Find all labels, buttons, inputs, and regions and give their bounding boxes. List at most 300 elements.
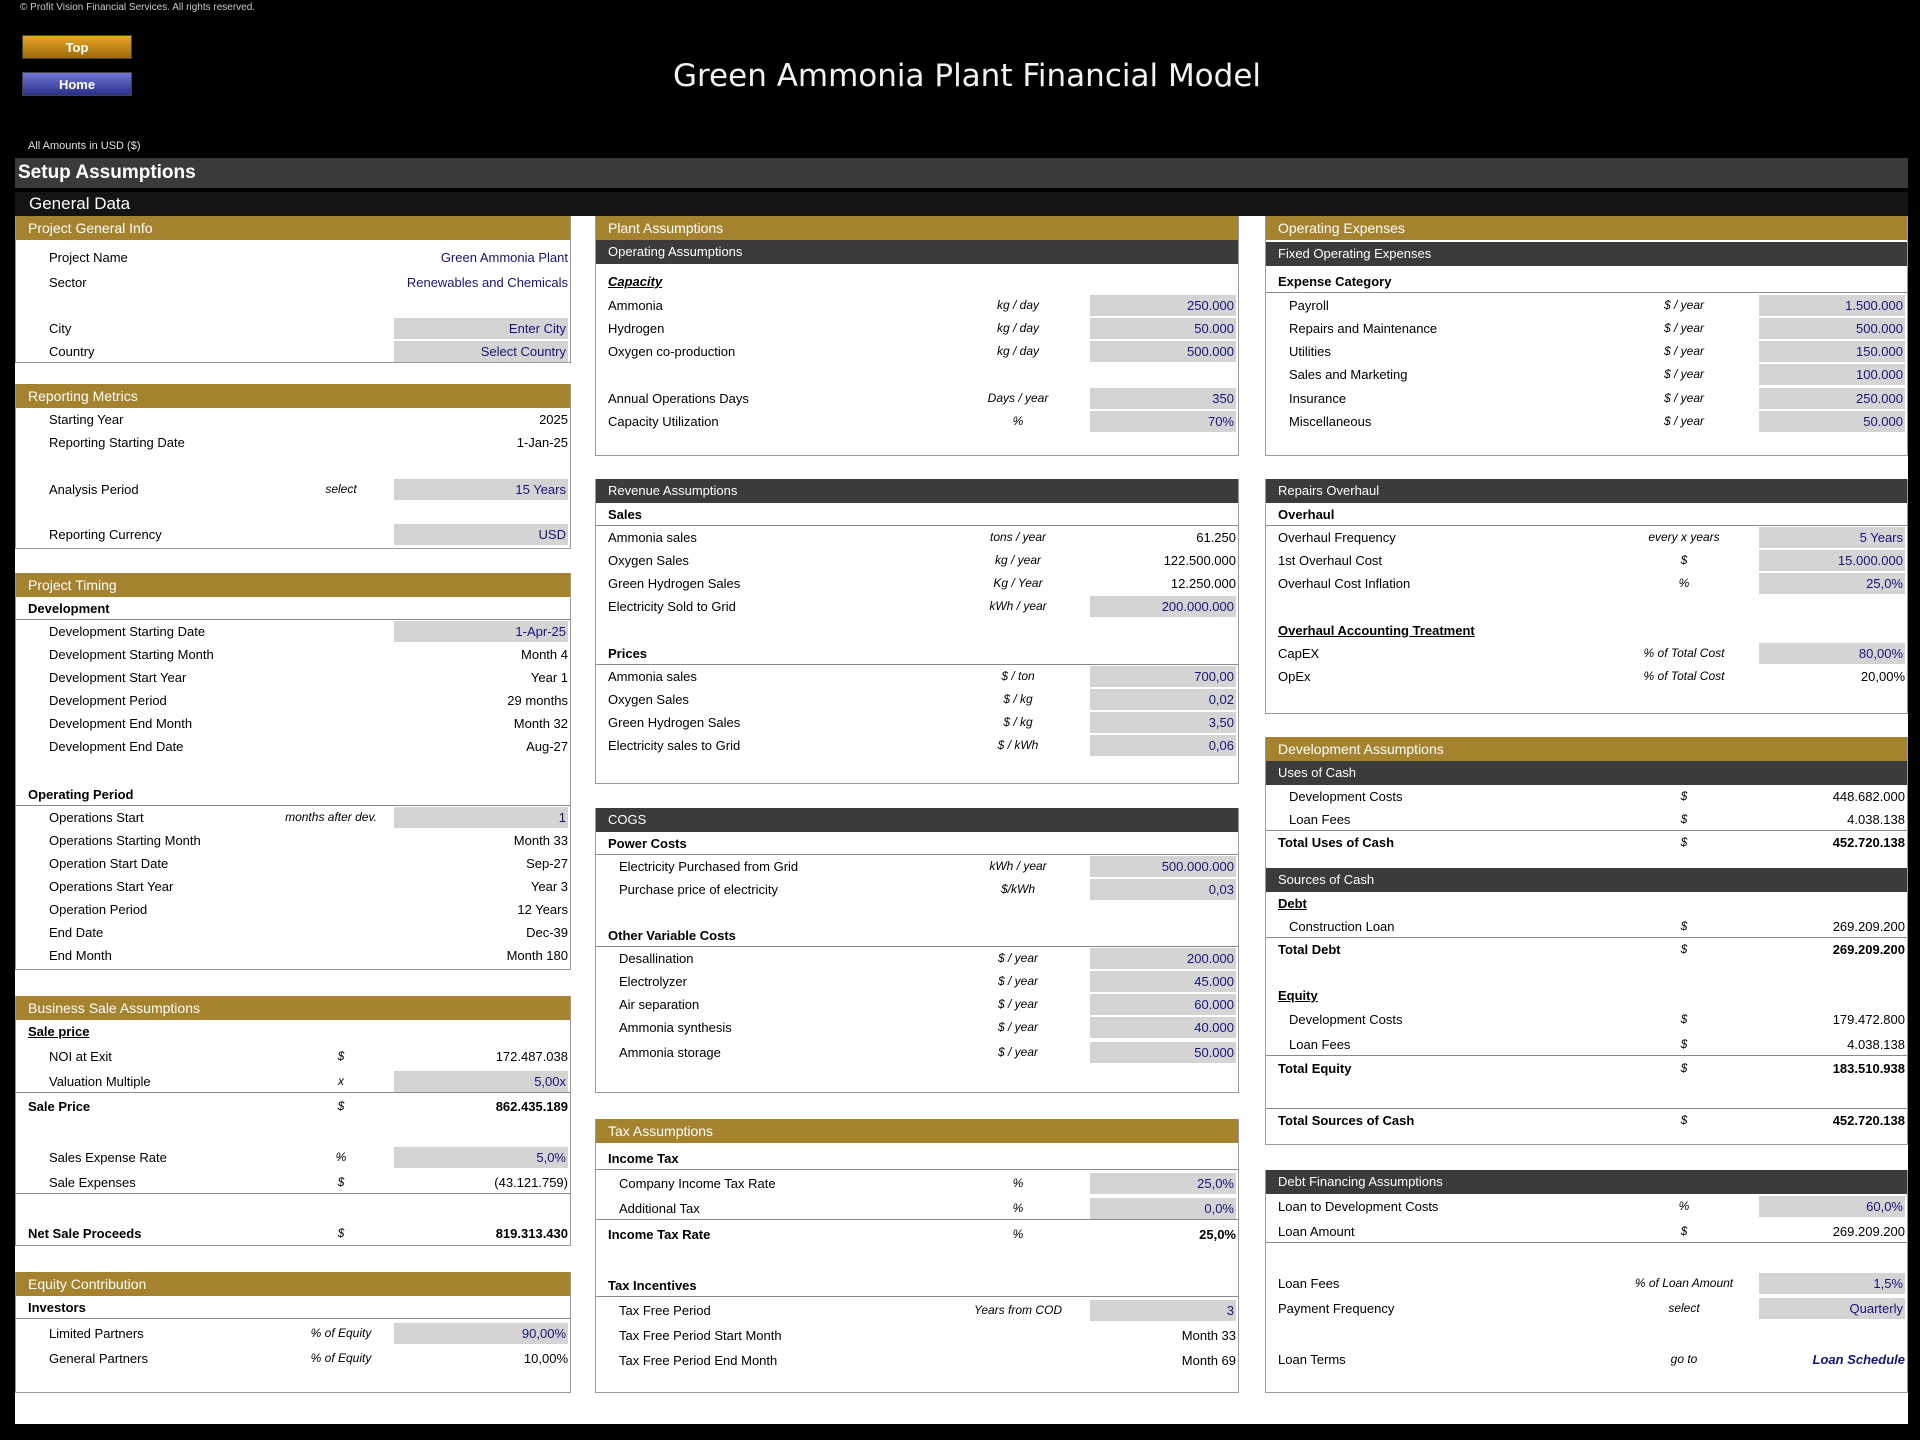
dev-period-value: 29 months: [507, 693, 568, 708]
limited-partners-label: Limited Partners: [49, 1326, 144, 1341]
revenue-assumptions-title: Revenue Assumptions: [596, 479, 1238, 503]
end-date-label: End Date: [49, 925, 104, 940]
utilities-label: Utilities: [1289, 344, 1331, 359]
overhaul-inflation-row: [1266, 572, 1907, 595]
operating-assumptions-header: Operating Assumptions: [596, 240, 1238, 264]
ammonia-sales-unit: tons / year: [989, 530, 1047, 544]
home-button[interactable]: Home: [22, 72, 132, 96]
ammonia-sales-label: Ammonia sales: [608, 530, 697, 545]
development-head-row: [16, 597, 570, 620]
uses-dev-costs-value: 448.682.000: [1832, 789, 1905, 804]
payroll-unit: $ / year: [1663, 298, 1705, 312]
hydrogen-sales-row: [596, 572, 1238, 595]
electricity-price-input[interactable]: 0,06: [1090, 735, 1236, 756]
construction-loan-value: 269.209.200: [1832, 919, 1905, 934]
uses-dev-costs-unit: $: [1680, 789, 1688, 803]
electricity-purchase-price-row: [596, 878, 1238, 901]
operations-days-input[interactable]: 350: [1090, 388, 1236, 409]
loan-to-dev-label: Loan to Development Costs: [1278, 1199, 1439, 1214]
air-separation-input[interactable]: 60.000: [1090, 994, 1236, 1015]
expense-category-head: Expense Category: [1278, 274, 1392, 289]
development-assumptions-title: Development Assumptions: [1266, 737, 1907, 761]
loan-fees-label: Loan Fees: [1278, 1276, 1340, 1291]
total-uses-unit: $: [1680, 835, 1688, 849]
dev-period-row: [16, 689, 570, 712]
overhaul-inflation-input[interactable]: 25,0%: [1759, 573, 1905, 594]
tax-free-period-label: Tax Free Period: [619, 1303, 711, 1318]
sale-price-head: Sale price: [28, 1024, 90, 1039]
income-tax-rate-value: 25,0%: [1199, 1227, 1236, 1242]
dev-start-date-label: Development Starting Date: [49, 624, 206, 639]
plant-assumptions-title: Plant Assumptions: [596, 216, 1238, 240]
loan-fees-unit: % of Loan Amount: [1634, 1276, 1734, 1290]
tax-incentives-head-row: [596, 1274, 1238, 1297]
total-debt-unit: $: [1680, 942, 1688, 956]
opex-value: 20,00%: [1860, 669, 1905, 684]
equity-dev-costs-unit: $: [1680, 1012, 1688, 1026]
reporting-metrics-panel: [15, 384, 571, 549]
oxygen-sales-unit: kg / year: [994, 553, 1042, 567]
overhaul-head-row: [1266, 503, 1907, 526]
ops-start-row: [16, 806, 570, 829]
opex-unit: % of Total Cost: [1643, 669, 1725, 683]
op-period-row: [16, 898, 570, 921]
ammonia-storage-row: [596, 1041, 1238, 1064]
total-equity-value: 183.510.938: [1832, 1061, 1905, 1076]
analysis-period-row: [16, 478, 570, 501]
sector-value[interactable]: Renewables and Chemicals: [406, 275, 568, 290]
hydrogen-price-label: Green Hydrogen Sales: [608, 715, 741, 730]
oxygen-capacity-label: Oxygen co-production: [608, 344, 736, 359]
total-debt-row: [1266, 938, 1907, 961]
electricity-purchase-price-unit: $/kWh: [1000, 882, 1036, 896]
copyright-notice: © Profit Vision Financial Services. All rights reserved.: [20, 2, 256, 13]
capex-row: [1266, 642, 1907, 665]
additional-tax-input[interactable]: 0,0%: [1090, 1198, 1236, 1219]
total-sources-row: [1266, 1108, 1907, 1131]
insurance-input[interactable]: 250.000: [1759, 388, 1905, 409]
valuation-multiple-unit: x: [338, 1074, 344, 1088]
air-separation-label: Air separation: [619, 997, 700, 1012]
electricity-price-row: [596, 734, 1238, 757]
ammonia-capacity-input[interactable]: 250.000: [1090, 295, 1236, 316]
uses-dev-costs-row: [1266, 785, 1907, 808]
additional-tax-label: Additional Tax: [619, 1201, 700, 1216]
uses-loan-fees-row: [1266, 808, 1907, 831]
sale-price-row: [16, 1095, 570, 1118]
oxygen-capacity-row: [596, 340, 1238, 363]
revenue-assumptions-panel: [595, 479, 1239, 784]
general-partners-row: [16, 1347, 570, 1370]
end-month-value: Month 180: [506, 948, 568, 963]
starting-year-row: [16, 408, 570, 431]
sale-price-value: 862.435.189: [495, 1099, 568, 1114]
equity-contribution-title: Equity Contribution: [16, 1272, 570, 1296]
dev-start-year-label: Development Start Year: [49, 670, 187, 685]
op-start-date-label: Operation Start Date: [49, 856, 169, 871]
dev-end-date-label: Development End Date: [49, 739, 184, 754]
electricity-price-label: Electricity sales to Grid: [608, 738, 741, 753]
capacity-utilization-input[interactable]: 70%: [1090, 411, 1236, 432]
dev-end-month-row: [16, 712, 570, 735]
limited-partners-input[interactable]: 90,00%: [394, 1323, 568, 1344]
operations-days-label: Annual Operations Days: [608, 391, 749, 406]
equity-head: Equity: [1278, 988, 1318, 1003]
total-uses-label: Total Uses of Cash: [1278, 835, 1395, 850]
tax-assumptions-title: Tax Assumptions: [596, 1119, 1238, 1143]
loan-amount-value: 269.209.200: [1832, 1224, 1905, 1239]
income-tax-rate-unit: %: [1012, 1227, 1024, 1241]
ammonia-sales-row: [596, 526, 1238, 549]
hydrogen-price-input[interactable]: 3,50: [1090, 712, 1236, 733]
additional-tax-unit: %: [1012, 1201, 1024, 1215]
ops-start-month-label: Operations Starting Month: [49, 833, 201, 848]
dev-start-month-row: [16, 643, 570, 666]
noi-row: [16, 1045, 570, 1068]
loan-terms-label: Loan Terms: [1278, 1352, 1346, 1367]
oxygen-price-label: Oxygen Sales: [608, 692, 689, 707]
total-debt-label: Total Debt: [1278, 942, 1341, 957]
capacity-utilization-unit: %: [1012, 414, 1024, 428]
equity-contribution-panel: [15, 1272, 571, 1393]
income-tax-rate-row: [596, 1223, 1238, 1246]
dev-end-date-row: [16, 735, 570, 758]
overhaul-cost-input[interactable]: 15.000.000: [1759, 550, 1905, 571]
cogs-title: COGS: [596, 808, 1238, 832]
debt-head: Debt: [1278, 896, 1307, 911]
loan-to-dev-input[interactable]: 60,0%: [1759, 1196, 1905, 1217]
fixed-operating-expenses-header: Fixed Operating Expenses: [1266, 242, 1907, 266]
cogs-panel: [595, 808, 1239, 1093]
tax-free-end-value: Month 69: [1181, 1353, 1236, 1368]
capacity-utilization-label: Capacity Utilization: [608, 414, 719, 429]
overhaul-frequency-input[interactable]: 5 Years: [1759, 527, 1905, 548]
payroll-label: Payroll: [1289, 298, 1329, 313]
equity-dev-costs-label: Development Costs: [1289, 1012, 1403, 1027]
oxygen-sales-value: 122.500.000: [1163, 553, 1236, 568]
analysis-period-unit: select: [325, 482, 357, 496]
equity-loan-fees-unit: $: [1680, 1037, 1688, 1051]
power-costs-head: Power Costs: [608, 836, 687, 851]
project-general-info-title: Project General Info: [16, 216, 570, 240]
page-title: Green Ammonia Plant Financial Model: [672, 58, 1262, 94]
oxygen-capacity-input[interactable]: 500.000: [1090, 341, 1236, 362]
equity-dev-costs-row: [1266, 1008, 1907, 1031]
debt-head-row: [1266, 892, 1907, 915]
country-row: [16, 340, 570, 363]
tax-free-start-value: Month 33: [1181, 1328, 1236, 1343]
electricity-sold-row: [596, 595, 1238, 618]
loan-to-dev-row: [1266, 1195, 1907, 1218]
sale-expenses-label: Sale Expenses: [49, 1175, 136, 1190]
noi-unit: $: [337, 1049, 345, 1063]
sector-label: Sector: [49, 275, 87, 290]
top-button[interactable]: Top: [22, 35, 132, 59]
ops-start-month-value: Month 33: [513, 833, 568, 848]
other-variable-costs-head: Other Variable Costs: [608, 928, 736, 943]
oxygen-price-input[interactable]: 0,02: [1090, 689, 1236, 710]
tax-free-start-row: [596, 1324, 1238, 1347]
dev-start-date-input[interactable]: 1-Apr-25: [394, 621, 568, 642]
development-assumptions-panel: [1265, 737, 1908, 1145]
dev-period-label: Development Period: [49, 693, 167, 708]
sales-marketing-row: [1266, 363, 1907, 386]
electricity-purchased-label: Electricity Purchased from Grid: [619, 859, 799, 874]
dev-start-month-label: Development Starting Month: [49, 647, 214, 662]
total-uses-value: 452.720.138: [1832, 835, 1905, 850]
ammonia-capacity-row: [596, 294, 1238, 317]
repairs-maintenance-row: [1266, 317, 1907, 340]
tax-free-period-input[interactable]: 3: [1090, 1300, 1236, 1321]
hydrogen-capacity-row: [596, 317, 1238, 340]
company-tax-rate-input[interactable]: 25,0%: [1090, 1173, 1236, 1194]
hydrogen-price-unit: $ / kg: [1003, 715, 1033, 729]
sales-marketing-label: Sales and Marketing: [1289, 367, 1408, 382]
ops-start-unit: months after dev.: [285, 810, 377, 824]
sales-marketing-unit: $ / year: [1663, 367, 1705, 381]
ops-start-label: Operations Start: [49, 810, 144, 825]
total-equity-label: Total Equity: [1278, 1061, 1352, 1076]
dev-end-month-label: Development End Month: [49, 716, 193, 731]
starting-year-value: 2025: [539, 412, 568, 427]
ops-start-month-row: [16, 829, 570, 852]
ammonia-storage-unit: $ / year: [997, 1045, 1039, 1059]
reporting-currency-select[interactable]: USD: [394, 524, 568, 545]
electrolyzer-label: Electrolyzer: [619, 974, 687, 989]
operating-expenses-title: Operating Expenses: [1266, 216, 1907, 240]
sector-row: [16, 271, 570, 294]
payment-frequency-unit: select: [1668, 1301, 1700, 1315]
total-sources-value: 452.720.138: [1832, 1113, 1905, 1128]
miscellaneous-input[interactable]: 50.000: [1759, 411, 1905, 432]
electricity-purchase-price-input[interactable]: 0,03: [1090, 879, 1236, 900]
repairs-maintenance-input[interactable]: 500.000: [1759, 318, 1905, 339]
prices-head-row: [596, 642, 1238, 665]
loan-to-dev-unit: %: [1678, 1199, 1690, 1213]
hydrogen-sales-unit: Kg / Year: [993, 576, 1043, 590]
electricity-sold-label: Electricity Sold to Grid: [608, 599, 736, 614]
power-costs-head-row: [596, 832, 1238, 855]
project-name-value[interactable]: Green Ammonia Plant: [440, 250, 568, 265]
loan-amount-unit: $: [1680, 1224, 1688, 1238]
project-name-row: [16, 246, 570, 269]
total-sources-label: Total Sources of Cash: [1278, 1113, 1415, 1128]
overhaul-head: Overhaul: [1278, 507, 1335, 522]
general-partners-value: 10,00%: [523, 1351, 568, 1366]
debt-financing-panel: [1265, 1170, 1908, 1393]
loan-schedule-link[interactable]: Loan Schedule: [1812, 1352, 1905, 1367]
ammonia-storage-input[interactable]: 50.000: [1090, 1042, 1236, 1063]
desallination-input[interactable]: 200.000: [1090, 948, 1236, 969]
electricity-purchased-input[interactable]: 500.000.000: [1090, 856, 1236, 877]
desallination-label: Desallination: [619, 951, 694, 966]
oxygen-capacity-unit: kg / day: [996, 344, 1040, 358]
air-separation-unit: $ / year: [997, 997, 1039, 1011]
tax-free-period-row: [596, 1299, 1238, 1322]
general-partners-unit: % of Equity: [310, 1351, 372, 1365]
plant-assumptions-panel: [595, 216, 1239, 456]
valuation-multiple-input[interactable]: 5,00x: [394, 1071, 568, 1092]
utilities-input[interactable]: 150.000: [1759, 341, 1905, 362]
prices-head: Prices: [608, 646, 648, 661]
capacity-head: Capacity: [608, 274, 663, 289]
sales-expense-rate-row: [16, 1146, 570, 1169]
insurance-row: [1266, 387, 1907, 410]
ops-start-year-value: Year 3: [530, 879, 568, 894]
overhaul-cost-unit: $: [1680, 553, 1688, 567]
tax-free-start-label: Tax Free Period Start Month: [619, 1328, 782, 1343]
investors-head: Investors: [28, 1300, 86, 1315]
ammonia-price-unit: $ / ton: [1001, 669, 1035, 683]
sources-of-cash-header: Sources of Cash: [1266, 868, 1907, 892]
operations-days-row: [596, 387, 1238, 410]
utilities-row: [1266, 340, 1907, 363]
dev-start-year-row: [16, 666, 570, 689]
capacity-head-row: [596, 270, 1238, 293]
oxygen-sales-row: [596, 549, 1238, 572]
company-tax-rate-row: [596, 1172, 1238, 1195]
ammonia-price-label: Ammonia sales: [608, 669, 697, 684]
utilities-unit: $ / year: [1663, 344, 1705, 358]
amounts-currency-note: All Amounts in USD ($): [28, 140, 141, 152]
end-month-row: [16, 944, 570, 967]
uses-of-cash-header: Uses of Cash: [1266, 761, 1907, 785]
op-period-value: 12 Years: [517, 902, 568, 917]
other-variable-costs-head-row: [596, 924, 1238, 947]
city-input[interactable]: Enter City: [394, 318, 568, 339]
ops-start-input[interactable]: 1: [394, 807, 568, 828]
hydrogen-capacity-input[interactable]: 50.000: [1090, 318, 1236, 339]
analysis-period-label: Analysis Period: [49, 482, 139, 497]
uses-loan-fees-unit: $: [1680, 812, 1688, 826]
electricity-price-unit: $ / kWh: [997, 738, 1039, 752]
business-sale-title: Business Sale Assumptions: [16, 996, 570, 1020]
reporting-metrics-title: Reporting Metrics: [16, 384, 570, 408]
analysis-period-select[interactable]: 15 Years: [394, 479, 568, 500]
operations-days-unit: Days / year: [987, 391, 1049, 405]
overhaul-frequency-row: [1266, 526, 1907, 549]
ammonia-synthesis-input[interactable]: 40.000: [1090, 1017, 1236, 1038]
sale-price-unit: $: [337, 1099, 345, 1113]
company-tax-rate-unit: %: [1012, 1176, 1024, 1190]
city-label: City: [49, 321, 72, 336]
limited-partners-row: [16, 1322, 570, 1345]
total-equity-row: [1266, 1057, 1907, 1080]
ammonia-synthesis-label: Ammonia synthesis: [619, 1020, 732, 1035]
loan-fees-row: [1266, 1272, 1907, 1295]
electrolyzer-row: [596, 970, 1238, 993]
construction-loan-row: [1266, 915, 1907, 938]
debt-financing-title: Debt Financing Assumptions: [1266, 1170, 1907, 1194]
equity-head-row: [1266, 984, 1907, 1007]
sale-expenses-value: (43.121.759): [494, 1175, 568, 1190]
income-tax-head-row: [596, 1147, 1238, 1170]
noi-label: NOI at Exit: [49, 1049, 112, 1064]
sales-marketing-input[interactable]: 100.000: [1759, 364, 1905, 385]
business-sale-panel: [15, 996, 571, 1246]
overhaul-cost-label: 1st Overhaul Cost: [1278, 553, 1383, 568]
overhaul-frequency-unit: every x years: [1648, 530, 1720, 544]
air-separation-row: [596, 993, 1238, 1016]
country-select[interactable]: Select Country: [394, 341, 568, 362]
total-sources-unit: $: [1680, 1113, 1688, 1127]
sales-expense-rate-label: Sales Expense Rate: [49, 1150, 167, 1165]
electricity-purchased-row: [596, 855, 1238, 878]
payroll-input[interactable]: 1.500.000: [1759, 295, 1905, 316]
electricity-purchase-price-label: Purchase price of electricity: [619, 882, 778, 897]
expense-category-head-row: [1266, 270, 1907, 293]
loan-fees-input[interactable]: 1,5%: [1759, 1273, 1905, 1294]
hydrogen-sales-label: Green Hydrogen Sales: [608, 576, 741, 591]
tax-free-period-unit: Years from COD: [973, 1303, 1063, 1317]
uses-loan-fees-label: Loan Fees: [1289, 812, 1351, 827]
end-date-value: Dec-39: [526, 925, 568, 940]
end-month-label: End Month: [49, 948, 112, 963]
electricity-purchased-unit: kWh / year: [989, 859, 1047, 873]
payment-frequency-label: Payment Frequency: [1278, 1301, 1395, 1316]
payroll-row: [1266, 294, 1907, 317]
starting-year-label: Starting Year: [49, 412, 124, 427]
miscellaneous-row: [1266, 410, 1907, 433]
equity-dev-costs-value: 179.472.800: [1832, 1012, 1905, 1027]
desallination-unit: $ / year: [997, 951, 1039, 965]
construction-loan-unit: $: [1680, 919, 1688, 933]
loan-amount-label: Loan Amount: [1278, 1224, 1355, 1239]
reporting-start-date-label: Reporting Starting Date: [49, 435, 185, 450]
noi-value: 172.487.038: [495, 1049, 568, 1064]
valuation-multiple-row: [16, 1070, 570, 1093]
electricity-sold-input[interactable]: 200.000.000: [1090, 596, 1236, 617]
sale-price-label: Sale Price: [28, 1099, 91, 1114]
capex-label: CapEX: [1278, 646, 1320, 661]
income-tax-head: Income Tax: [608, 1151, 679, 1166]
overhaul-treatment-head-row: [1266, 619, 1907, 642]
insurance-unit: $ / year: [1663, 391, 1705, 405]
net-sale-proceeds-row: [16, 1222, 570, 1245]
overhaul-frequency-label: Overhaul Frequency: [1278, 530, 1396, 545]
opex-label: OpEx: [1278, 669, 1311, 684]
oxygen-sales-label: Oxygen Sales: [608, 553, 689, 568]
sheet-content: [15, 216, 1908, 1424]
total-equity-unit: $: [1680, 1061, 1688, 1075]
dev-start-month-value: Month 4: [521, 647, 568, 662]
ammonia-price-input[interactable]: 700,00: [1090, 666, 1236, 687]
sale-price-head-row: [16, 1020, 570, 1043]
setup-assumptions-header: Setup Assumptions: [15, 158, 1908, 188]
payment-frequency-row: [1266, 1297, 1907, 1320]
electrolyzer-input[interactable]: 45.000: [1090, 971, 1236, 992]
tax-free-end-label: Tax Free Period End Month: [619, 1353, 778, 1368]
miscellaneous-unit: $ / year: [1663, 414, 1705, 428]
sales-head: Sales: [608, 507, 642, 522]
hydrogen-price-row: [596, 711, 1238, 734]
hydrogen-capacity-label: Hydrogen: [608, 321, 665, 336]
opex-row: [1266, 665, 1907, 688]
general-data-header: General Data: [15, 192, 1908, 216]
capex-input[interactable]: 80,00%: [1759, 643, 1905, 664]
loan-terms-row: [1266, 1348, 1907, 1371]
tax-free-end-row: [596, 1349, 1238, 1372]
dev-start-date-row: [16, 620, 570, 643]
ammonia-synthesis-row: [596, 1016, 1238, 1039]
project-name-label: Project Name: [49, 250, 128, 265]
valuation-multiple-label: Valuation Multiple: [49, 1074, 151, 1089]
country-label: Country: [49, 344, 95, 359]
repairs-overhaul-title: Repairs Overhaul: [1266, 479, 1907, 503]
payment-frequency-select[interactable]: Quarterly: [1759, 1298, 1905, 1319]
project-timing-panel: [15, 573, 571, 970]
sales-expense-rate-input[interactable]: 5,0%: [394, 1147, 568, 1168]
